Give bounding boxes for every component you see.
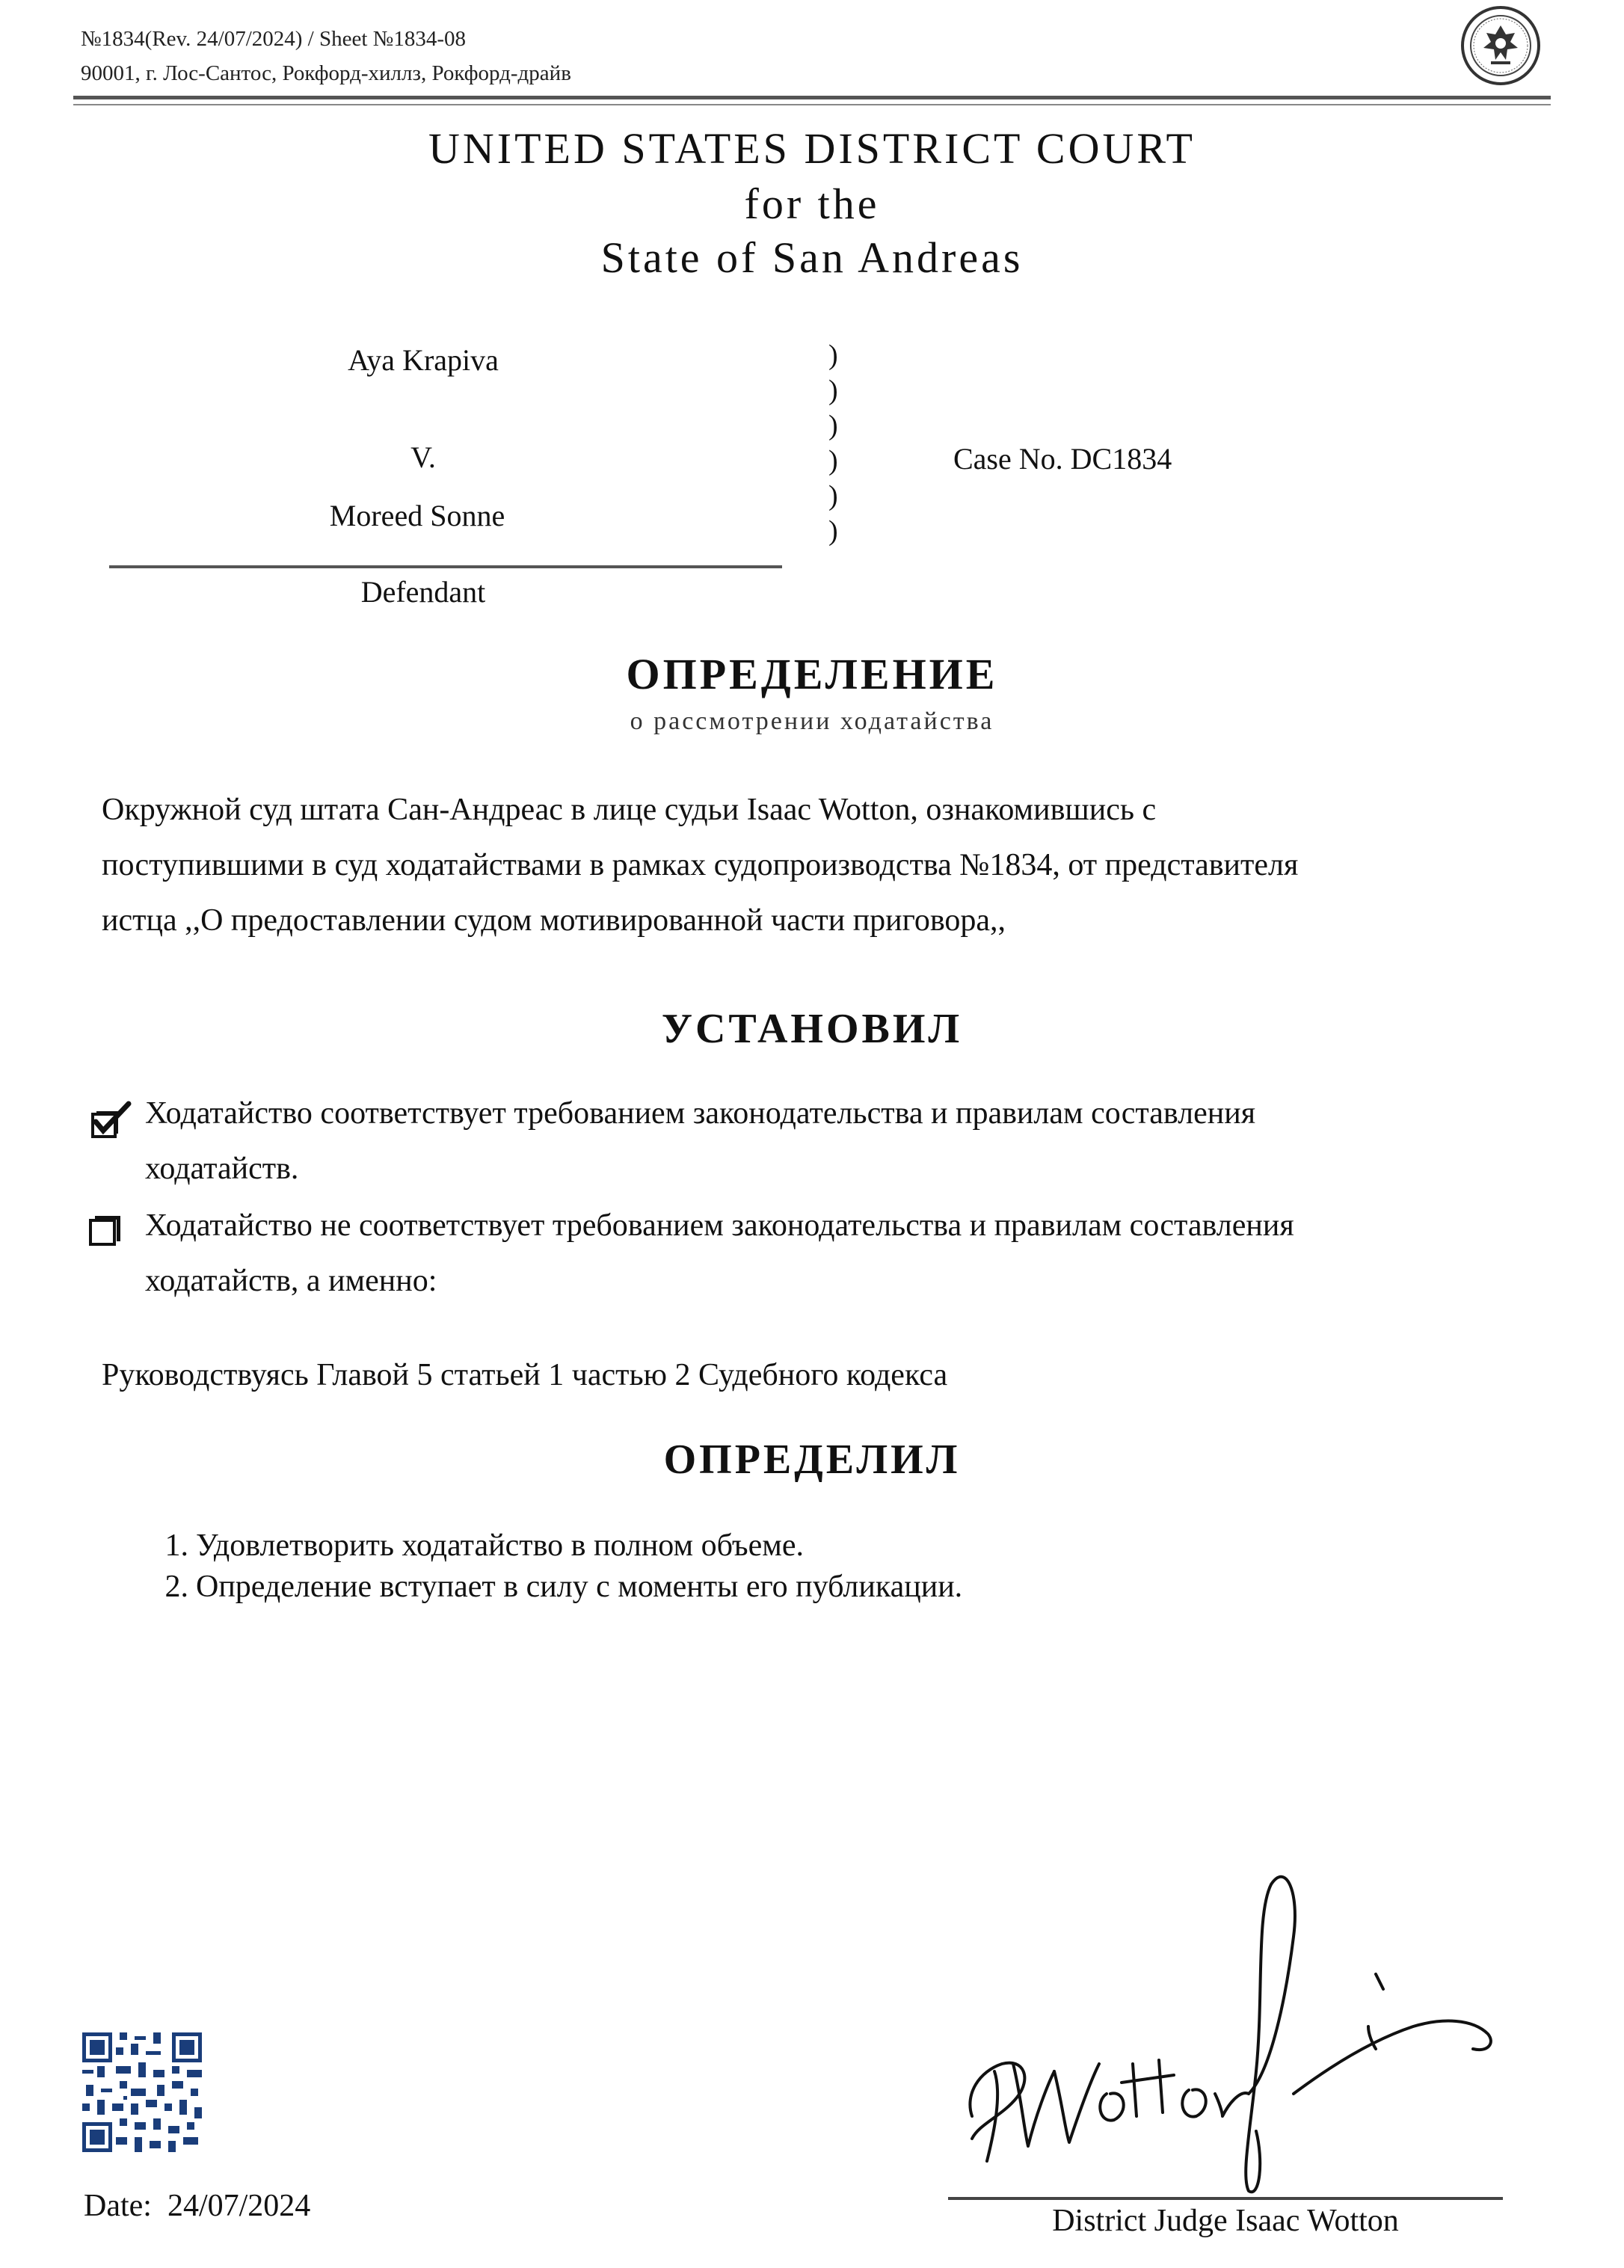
ruling-subtitle: о рассмотрении ходатайства	[630, 707, 994, 735]
established-title: УСТАНОВИЛ	[661, 1006, 963, 1052]
decided-title: ОПРЕДЕЛИЛ	[663, 1436, 961, 1483]
checked-checkbox-icon	[88, 1099, 133, 1144]
court-seal-icon	[1460, 4, 1542, 87]
defendant-name: Moreed Sonne	[329, 499, 505, 532]
decision-list	[150, 1525, 962, 1608]
versus-label: V.	[410, 440, 436, 474]
qr-code-icon	[82, 2032, 202, 2152]
defendant-label: Defendant	[360, 575, 486, 609]
court-address: 90001, г. Лос-Сантос, Рокфорд-хиллз, Рокфорд-драйв	[81, 61, 571, 85]
option-compliant: Ходатайство соответствует требованием законодательства и правилам составления ходатайств.	[145, 1096, 1256, 1186]
option-noncompliant: Ходатайство не соответствует требованием законодательства и правилам составления ходатайств, а именно:	[145, 1208, 1294, 1298]
signer-name: District Judge Isaac Wotton	[1052, 2204, 1399, 2238]
list-item: 2. Определение вступает в силу с моменты его публикации.	[164, 1570, 963, 1604]
date-label: Date:	[84, 2189, 152, 2223]
court-state: State of San Andreas	[600, 233, 1024, 282]
plaintiff-name: Aya Krapiva	[348, 343, 499, 377]
ruling-title: ОПРЕДЕЛЕНИЕ	[626, 650, 998, 698]
caption-parens: ) ) ) ) ) )	[828, 339, 838, 547]
date-line	[84, 2188, 310, 2224]
date-value: 24/07/2024	[167, 2189, 311, 2223]
signature-rule	[948, 2197, 1503, 2200]
legal-basis: Руководствуясь Главой 5 статьей 1 частью 2 Судебного кодекса	[102, 1358, 948, 1392]
header-rule-thin	[73, 104, 1551, 105]
intro-paragraph: Окружной суд штата Сан-Андреас в лице судьи Isaac Wotton, ознакомившись с поступившими в суд ходатайствами в рамках судопроизводства №1834, от представителя истца ,,О предоставлении судом мотивированной части приговора,,	[102, 793, 1299, 938]
case-number: Case No. DC1834	[953, 442, 1172, 476]
header-rule-thick	[73, 96, 1551, 99]
unchecked-checkbox-icon	[88, 1211, 126, 1249]
court-for-the: for the	[744, 179, 880, 228]
court-name: UNITED STATES DISTRICT COURT	[428, 124, 1196, 173]
judge-signature	[950, 1847, 1503, 2198]
document-reference: №1834(Rev. 24/07/2024) / Sheet №1834-08	[81, 27, 466, 51]
list-item: 1. Удовлетворить ходатайство в полном объеме.	[164, 1528, 804, 1563]
caption-rule	[109, 565, 782, 568]
